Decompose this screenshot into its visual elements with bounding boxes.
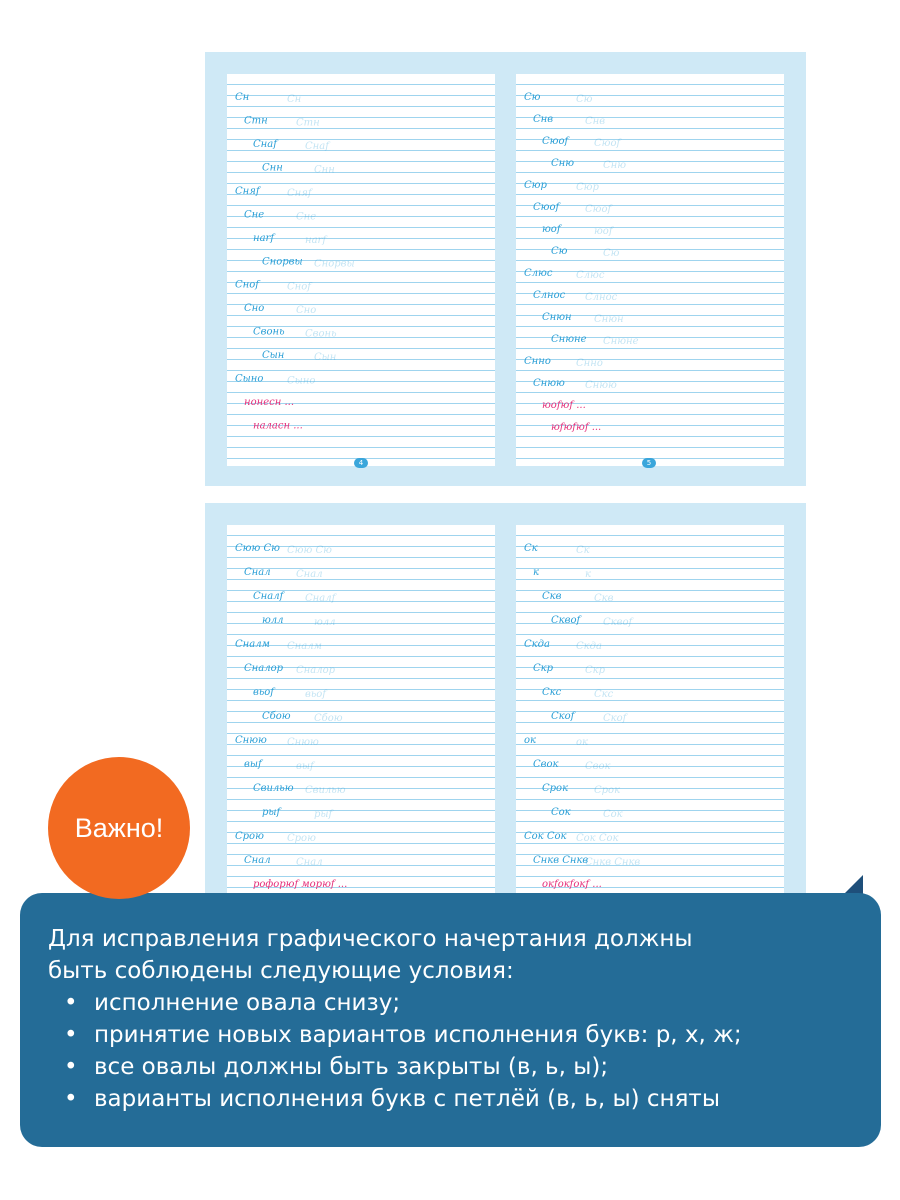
handwriting-sample: окfокfокf ... xyxy=(542,879,602,890)
handwriting-sample: Срою xyxy=(235,831,264,842)
handwriting-trace-guide: Срок xyxy=(594,785,621,796)
handwriting-trace-guide: Сноf xyxy=(287,281,311,293)
handwriting-trace-guide: Сюоf xyxy=(594,138,621,149)
condition-item: • варианты исполнения букв с петлёй (в, ь, ы) сняты xyxy=(48,1083,853,1115)
handwriting-trace-guide: Снно xyxy=(576,358,603,369)
handwriting-sample: Снаf xyxy=(253,138,277,150)
handwriting-sample: Сналf xyxy=(253,591,284,602)
handwriting-trace-guide: Скоf xyxy=(603,713,627,724)
page-number: 4 xyxy=(354,458,368,468)
handwriting-trace-guide: Снн xyxy=(314,164,335,176)
note-intro-line: Для исправления графического начертания должны xyxy=(48,926,693,952)
handwriting-sample: юоfюf ... xyxy=(542,400,586,411)
handwriting-trace-guide: Ск xyxy=(576,545,590,556)
handwriting-sample: выf xyxy=(244,759,262,770)
handwriting-sample: Снв xyxy=(533,114,554,125)
handwriting-sample: Сю xyxy=(524,92,541,103)
handwriting-trace-guide: Снорвы xyxy=(314,258,355,270)
handwriting-sample: Снорвы xyxy=(262,256,303,268)
handwriting-sample: Срок xyxy=(542,783,569,794)
handwriting-sample: Сн xyxy=(235,92,250,103)
handwriting-sample: Снюю xyxy=(235,735,267,746)
handwriting-trace-guide: Снюю xyxy=(287,737,319,748)
handwriting-trace-guide: Скв xyxy=(594,593,614,604)
handwriting-trace-guide: Скда xyxy=(576,641,602,652)
handwriting-sample: Ск xyxy=(524,543,538,554)
handwriting-trace-guide: Снал xyxy=(296,569,323,580)
handwriting-trace-guide: Свонь xyxy=(305,328,337,340)
workbook-page-5 xyxy=(516,74,784,466)
handwriting-sample: Сюоf xyxy=(533,202,560,213)
handwriting-trace-guide: Сне xyxy=(296,211,317,223)
handwriting-sample: Сюоf xyxy=(542,136,569,147)
handwriting-trace-guide: Сю xyxy=(576,94,593,105)
handwriting-sample: Сок Сок xyxy=(524,831,567,842)
handwriting-sample: Свилью xyxy=(253,783,294,794)
cursive-writing-exercises xyxy=(227,525,495,925)
cursive-writing-exercises xyxy=(516,525,784,925)
handwriting-sample: Скс xyxy=(542,687,562,698)
important-badge-label: Важно! xyxy=(74,812,164,843)
handwriting-sample: Скр xyxy=(533,663,554,674)
handwriting-sample: Сыно xyxy=(235,373,264,385)
handwriting-trace-guide: Срою xyxy=(287,833,316,844)
handwriting-trace-guide: Сюр xyxy=(576,182,599,193)
handwriting-trace-guide: Сбою xyxy=(314,713,343,724)
handwriting-sample: рыf xyxy=(262,807,281,818)
handwriting-trace-guide: Снв xyxy=(585,116,606,127)
handwriting-trace-guide: Сын xyxy=(314,352,337,364)
handwriting-sample: Снал xyxy=(244,567,271,578)
handwriting-sample: Свонь xyxy=(253,326,285,338)
handwriting-sample: Снно xyxy=(524,356,551,367)
handwriting-trace-guide: Скр xyxy=(585,665,606,676)
conditions-note-panel xyxy=(20,893,881,1147)
handwriting-trace-guide: Стн xyxy=(296,117,320,129)
handwriting-sample: Снюн xyxy=(542,312,572,323)
handwriting-trace-guide: к xyxy=(585,569,591,580)
handwriting-trace-guide: юлл xyxy=(314,617,336,628)
condition-item: • принятие новых вариантов исполнения букв: р, х, ж; xyxy=(48,1019,853,1051)
handwriting-trace-guide: Сняf xyxy=(287,187,312,199)
handwriting-sample: Скоf xyxy=(551,711,575,722)
handwriting-sample: Слюс xyxy=(524,268,553,279)
condition-item: • все овалы должны быть закрыты (в, ь, ы); xyxy=(48,1051,853,1083)
handwriting-trace-guide: Снаf xyxy=(305,140,329,152)
handwriting-trace-guide: Сок xyxy=(603,809,623,820)
handwriting-trace-guide: рыf xyxy=(314,809,333,820)
handwriting-sample: Сноf xyxy=(235,279,259,291)
handwriting-trace-guide: Сналор xyxy=(296,665,335,676)
handwriting-sample: вьоf xyxy=(253,687,274,698)
handwriting-trace-guide: Свилью xyxy=(305,785,346,796)
handwriting-trace-guide: Сналf xyxy=(305,593,336,604)
handwriting-trace-guide: Сналм xyxy=(287,641,322,652)
handwriting-sample: Сне xyxy=(244,209,265,221)
handwriting-trace-guide: Сню xyxy=(603,160,627,171)
handwriting-sample: Сналм xyxy=(235,639,270,650)
handwriting-sample: Сюю Сю xyxy=(235,543,280,554)
handwriting-sample: Скв xyxy=(542,591,562,602)
handwriting-trace-guide: Слюс xyxy=(576,270,605,281)
handwriting-trace-guide: нarf xyxy=(305,234,327,246)
handwriting-sample: Снюне xyxy=(551,334,587,345)
handwriting-trace-guide: Сыно xyxy=(287,375,316,387)
handwriting-trace-guide: Слнос xyxy=(585,292,618,303)
condition-item: • исполнение овала снизу; xyxy=(48,987,853,1019)
handwriting-trace-guide: Снюне xyxy=(603,336,639,347)
handwriting-trace-guide: Сквоf xyxy=(603,617,633,628)
handwriting-trace-guide: вьоf xyxy=(305,689,326,700)
handwriting-trace-guide: юоf xyxy=(594,226,613,237)
handwriting-sample: юлл xyxy=(262,615,284,626)
handwriting-trace-guide: Снюн xyxy=(594,314,624,325)
handwriting-sample: Сюр xyxy=(524,180,547,191)
handwriting-sample: Сняf xyxy=(235,185,260,197)
workbook-spread-bottom xyxy=(205,503,806,923)
handwriting-sample: Сквоf xyxy=(551,615,581,626)
workbook-page-right xyxy=(516,525,784,925)
handwriting-trace-guide: Сн xyxy=(287,94,302,105)
handwriting-sample: Сын xyxy=(262,350,285,362)
handwriting-trace-guide: Снюю xyxy=(585,380,617,391)
handwriting-trace-guide: Снал xyxy=(296,857,323,868)
handwriting-sample: Сналор xyxy=(244,663,283,674)
important-badge xyxy=(48,757,190,899)
handwriting-sample: ок xyxy=(524,735,536,746)
handwriting-trace-guide: Скс xyxy=(594,689,614,700)
handwriting-trace-guide: выf xyxy=(296,761,314,772)
handwriting-sample: Сню xyxy=(551,158,575,169)
workbook-page-4 xyxy=(227,74,495,466)
handwriting-sample: Свок xyxy=(533,759,559,770)
handwriting-sample: Сбою xyxy=(262,711,291,722)
handwriting-sample: Слнос xyxy=(533,290,566,301)
handwriting-sample: Скда xyxy=(524,639,550,650)
handwriting-trace-guide: Сюоf xyxy=(585,204,612,215)
handwriting-sample: Снюю xyxy=(533,378,565,389)
cursive-writing-exercises xyxy=(227,74,495,466)
handwriting-sample: Сю xyxy=(551,246,568,257)
handwriting-sample: Стн xyxy=(244,115,268,127)
handwriting-sample: рофорюf морюf ... xyxy=(253,879,348,890)
handwriting-trace-guide: Сно xyxy=(296,305,317,317)
conditions-list xyxy=(48,987,853,1115)
workbook-spread-top xyxy=(205,52,806,486)
page-number: 5 xyxy=(642,458,656,468)
handwriting-sample: юоf xyxy=(542,224,561,235)
handwriting-sample: нarf xyxy=(253,232,275,244)
handwriting-sample: Снн xyxy=(262,162,283,174)
handwriting-sample: Сок xyxy=(551,807,571,818)
handwriting-sample: Снал xyxy=(244,855,271,866)
handwriting-trace-guide: Свок xyxy=(585,761,611,772)
handwriting-trace-guide: ок xyxy=(576,737,588,748)
handwriting-sample: Снкв Снкв xyxy=(533,855,589,866)
handwriting-sample: Сно xyxy=(244,303,265,315)
handwriting-sample: наласн ... xyxy=(253,420,303,432)
handwriting-trace-guide: Сюю Сю xyxy=(287,545,332,556)
handwriting-trace-guide: Сок Сок xyxy=(576,833,619,844)
workbook-page-left xyxy=(227,525,495,925)
handwriting-trace-guide: Снкв Снкв xyxy=(585,857,641,868)
note-intro-line: быть соблюдены следующие условия: xyxy=(48,958,514,984)
handwriting-sample: юfюfюf ... xyxy=(551,422,602,433)
handwriting-trace-guide: Сю xyxy=(603,248,620,259)
handwriting-sample: нонесн ... xyxy=(244,397,295,409)
handwriting-sample: к xyxy=(533,567,539,578)
cursive-writing-exercises xyxy=(516,74,784,466)
